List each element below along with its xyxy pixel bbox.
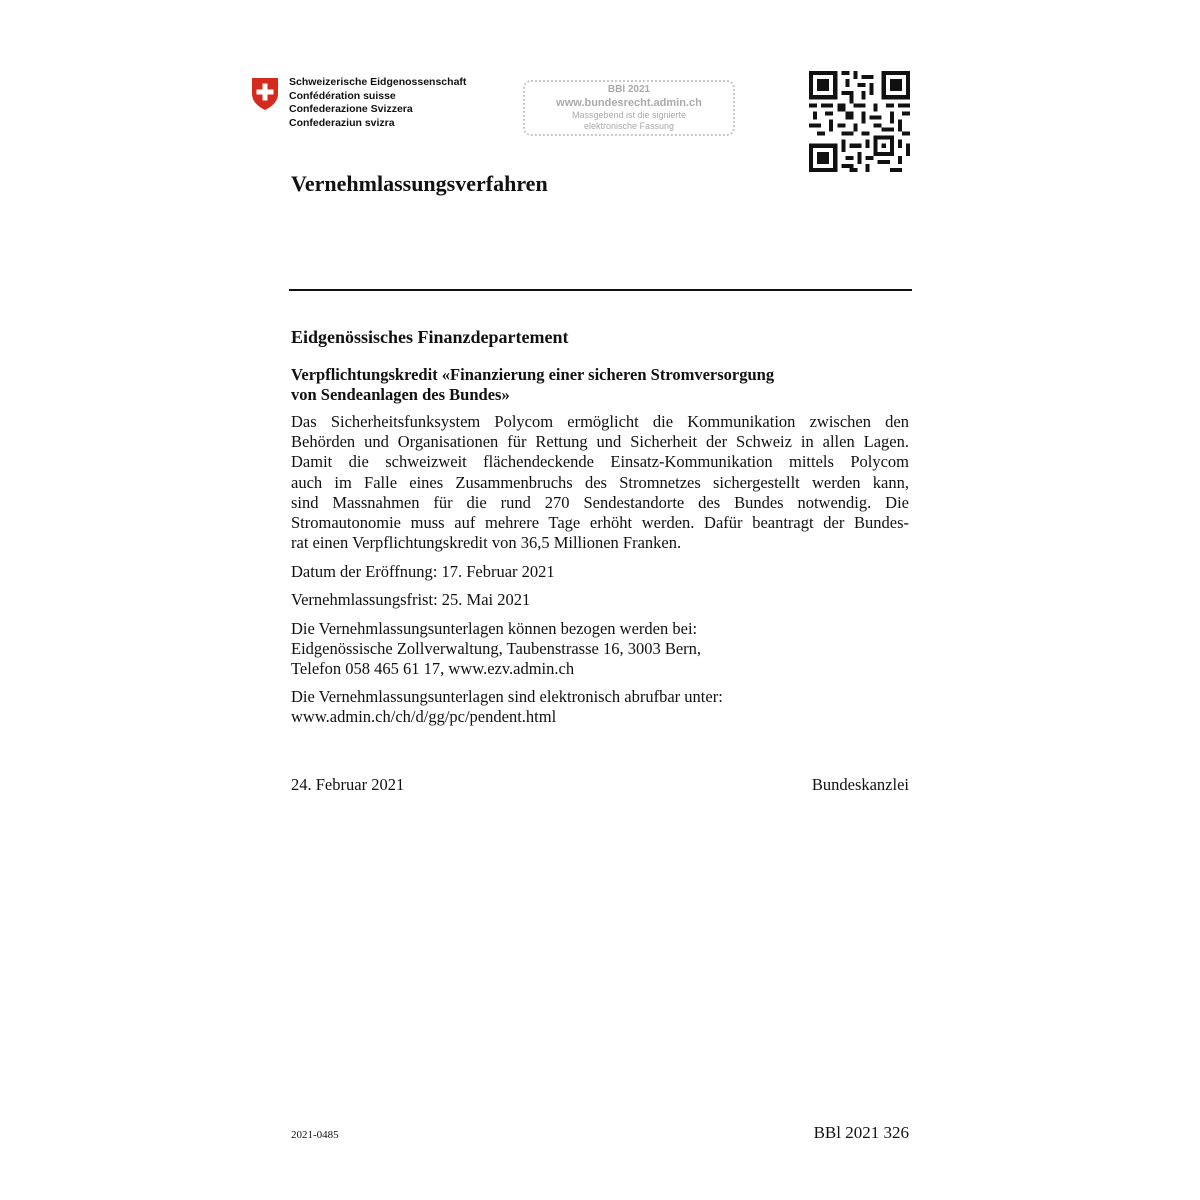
stamp-note-1: Massgebend ist die signierte [571,110,687,120]
body-line: auch im Falle eines Zusammenbruchs des Stromnetzes sichergestellt werden kann, [291,472,909,492]
publication-stamp [523,80,735,136]
stamp-note-2: elektronische Fassung [583,121,675,131]
body-paragraph [291,412,909,553]
consultation-deadline: Vernehmlassungsfrist: 25. Mai 2021 [291,590,531,609]
page-reference: BBl 2021 326 [813,1123,909,1142]
body-line: Behörden und Organisationen für Rettung und Sicherheit der Schweiz in allen Lagen. [291,432,909,452]
org-name-fr: Confédération suisse [289,89,396,102]
document-number: 2021-0485 [291,1129,339,1141]
org-name-rm: Confederaziun svizra [289,116,395,129]
title-divider [289,289,912,291]
contact-block [291,619,701,679]
body-line: Das Sicherheitsfunksystem Polycom ermöglicht die Kommunikation zwischen den [291,412,909,431]
body-line: Damit die schweizweit flächendeckende Einsatz-Kommunikation mittels Polycom [291,452,909,472]
department-heading: Eidgenössisches Finanzdepartement [291,327,569,347]
body-line: sind Massnahmen für die rund 270 Sendestandorte des Bundes notwendig. Die [291,492,909,512]
online-block [291,687,723,727]
federal-logo [251,76,466,130]
org-name-de: Schweizerische Eidgenossenschaft [289,76,467,88]
stamp-url: www.bundesrecht.admin.ch [556,97,702,109]
body-line: rat einen Verpflichtungskredit von 36,5 Millionen Franken. [291,533,682,553]
stamp-issue: BBl 2021 [607,84,651,95]
subject-line: Verpflichtungskredit «Finanzierung einer sicheren Stromversorgung [291,365,775,384]
online-line: Die Vernehmlassungsunterlagen sind elektronisch abrufbar unter: [291,687,723,706]
contact-line: Telefon 058 465 61 17, www.ezv.admin.ch [291,659,575,678]
opening-date: Datum der Eröffnung: 17. Februar 2021 [291,562,555,581]
signature-date: 24. Februar 2021 [291,775,405,794]
qr-code-icon [809,71,910,172]
body-line: Stromautonomie muss auf mehrere Tage erhöht werden. Dafür beantragt der Bundes- [291,512,909,532]
org-names [289,76,466,130]
online-link: www.admin.ch/ch/d/gg/pc/pendent.html [291,707,557,726]
swiss-cross-shield-icon [251,77,279,111]
subject-heading [291,365,774,405]
document-title: Vernehmlassungsverfahren [291,171,548,196]
contact-line: Eidgenössische Zollverwaltung, Taubenstrasse 16, 3003 Bern, [291,639,702,658]
subject-line: von Sendeanlagen des Bundes» [291,385,510,404]
contact-line: Die Vernehmlassungsunterlagen können bezogen werden bei: [291,619,698,638]
issuing-office: Bundeskanzlei [811,775,909,794]
org-name-it: Confederazione Svizzera [289,103,413,115]
